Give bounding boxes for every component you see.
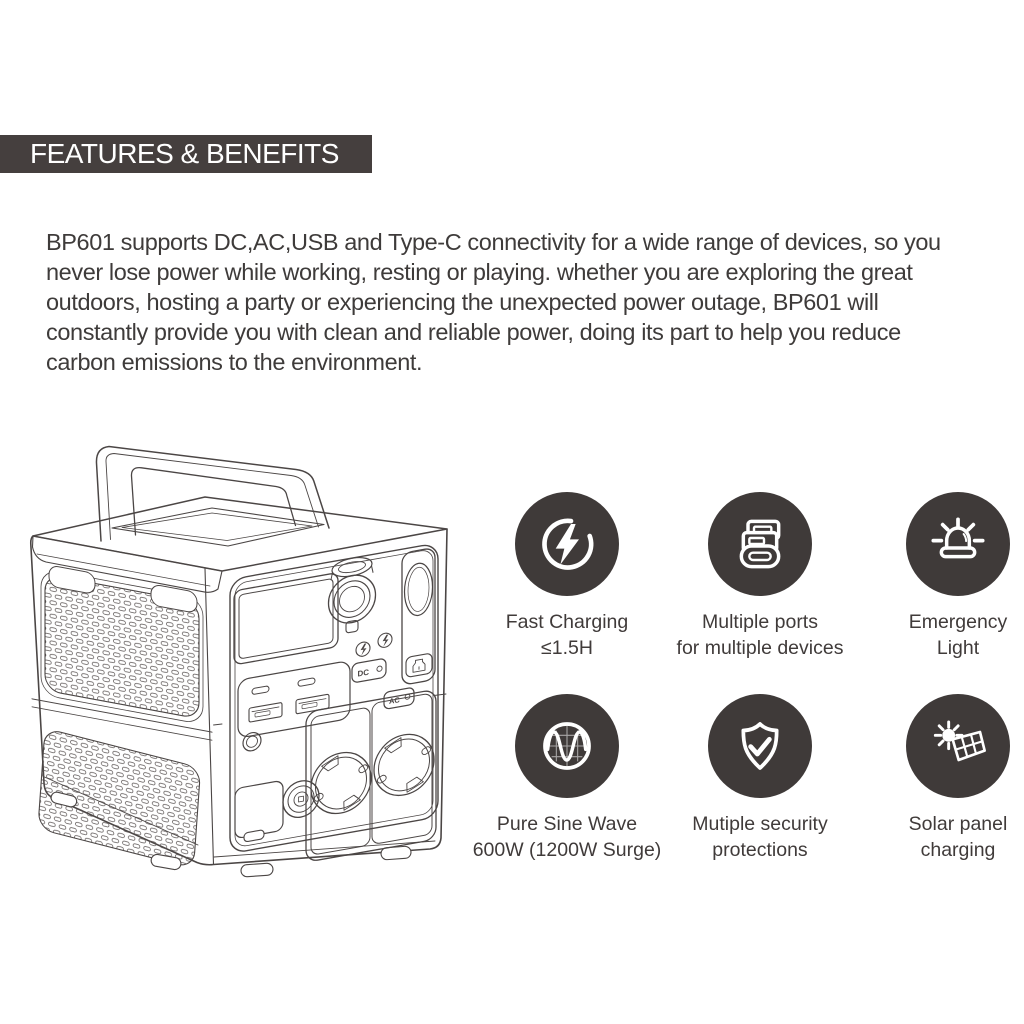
dc-button-label: DC <box>357 667 370 679</box>
intro-line: never lose power while working, resting or playing. whether you are exploring the great <box>46 259 913 285</box>
feature-label-line1: Fast Charging <box>505 611 629 633</box>
solar-panel-icon <box>926 714 990 778</box>
feature-label-line1: Mutiple security <box>692 813 828 835</box>
dc-button <box>352 658 386 683</box>
sine-wave-icon <box>535 714 599 778</box>
usb-ports <box>238 660 350 738</box>
usb-power-buttons <box>356 632 392 657</box>
feature-label-line2: for multiple devices <box>676 637 844 659</box>
feature-badge <box>708 492 812 596</box>
feature-pure-sine-wave <box>461 694 673 863</box>
car-socket <box>329 554 376 636</box>
fast-charging-icon <box>535 512 599 576</box>
feature-label-line2: protections <box>712 839 808 861</box>
feature-label-line2: Light <box>936 637 980 659</box>
feature-label-line1: Emergency <box>908 611 1008 633</box>
feature-badge <box>708 694 812 798</box>
carry-handle <box>96 447 329 542</box>
ac-button-label: AC <box>389 695 400 707</box>
intro-line: outdoors, hosting a party or experiencing the unexpected power outage, BP601 will <box>46 289 879 315</box>
power-button-section <box>402 547 435 685</box>
feature-fast-charging <box>461 492 673 661</box>
feature-label-line1: Pure Sine Wave <box>496 813 638 835</box>
intro-line: carbon emissions to the environment. <box>46 349 423 375</box>
section-title: FEATURES & BENEFITS <box>30 138 339 169</box>
feature-badge <box>906 694 1010 798</box>
front-panel <box>230 542 441 875</box>
side-vents <box>32 562 212 872</box>
intro-paragraph <box>46 227 1006 377</box>
security-shield-icon <box>728 714 792 778</box>
feature-emergency-light <box>852 492 1024 661</box>
feature-label-line2: ≤1.5H <box>541 637 593 659</box>
feature-label-line2: 600W (1200W Surge) <box>472 839 662 861</box>
top-face <box>33 497 447 571</box>
feature-label-line2: charging <box>920 839 996 861</box>
display-screen <box>234 573 338 665</box>
feature-label-line1: Solar panel <box>908 813 1008 835</box>
feature-badge <box>906 492 1010 596</box>
feature-multiple-ports <box>654 492 866 661</box>
feature-badge <box>515 694 619 798</box>
product-line-drawing <box>15 428 475 898</box>
emergency-light-icon <box>926 512 990 576</box>
intro-line: BP601 supports DC,AC,USB and Type-C connectivity for a wide range of devices, so you <box>46 229 941 255</box>
feature-security-protections <box>654 694 866 863</box>
multiple-ports-icon <box>728 512 792 576</box>
feature-label-line1: Multiple ports <box>702 611 818 633</box>
intro-line: constantly provide you with clean and reliable power, doing its part to help you reduce <box>46 319 901 345</box>
section-header-bar <box>0 135 372 173</box>
feature-solar-charging <box>852 694 1024 863</box>
flashlight-button <box>406 653 432 678</box>
feature-badge <box>515 492 619 596</box>
